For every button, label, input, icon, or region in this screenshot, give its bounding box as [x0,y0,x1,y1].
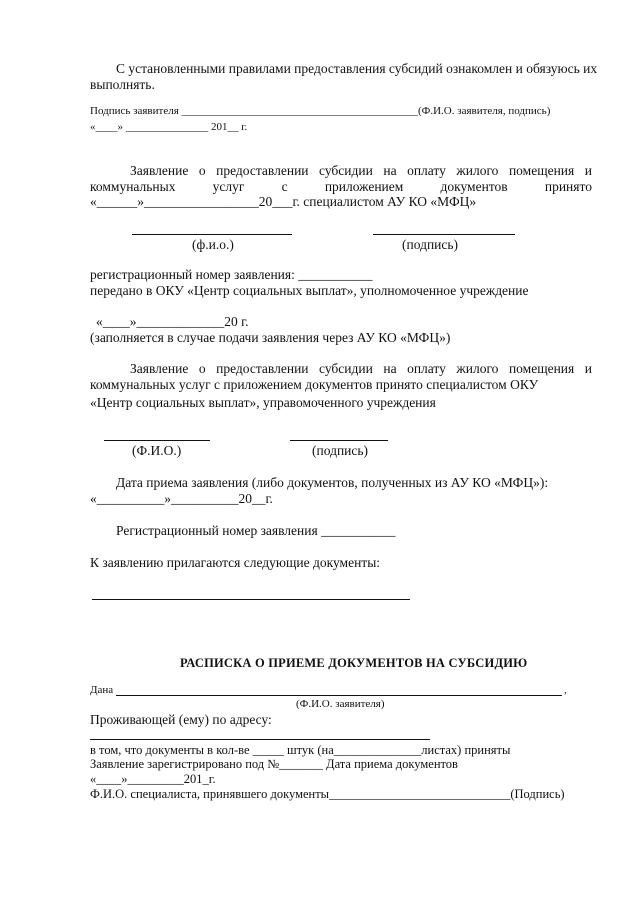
receipt-title: РАСПИСКА О ПРИЕМЕ ДОКУМЕНТОВ НА СУБСИДИЮ [180,656,528,670]
word: приложением [324,179,404,194]
word: Заявление [130,163,189,178]
text-acknowledge-line2: выполнять. [90,77,155,92]
word: жилого [456,163,499,178]
word: предоставлении [216,361,309,376]
text-acknowledge-line1: С установленными правилами предоставления субсидий ознакомлен и обязуюсь их [116,61,598,76]
word: субсидии [319,163,373,178]
transfer-date-note: (заполняется в случае подачи заявления через АУ КО «МФЦ») [90,330,451,345]
receipt-registered-line: Заявление зарегистрировано под №_______ Дата приема документов [90,757,458,771]
receipt-specialist-line: Ф.И.О. специалиста, принявшего документы_____________________________(Подпись) [90,787,565,801]
word: жилого [456,361,499,376]
word: услуг [212,179,245,194]
receipt-dana-label: Дана [90,684,114,696]
receipt-date-line: «____»_________201_г. [90,772,216,786]
mfc-fio-caption: (ф.и.о.) [192,237,234,252]
mfc-acceptance-line2 [90,180,592,194]
word: оплату [407,163,446,178]
word: документов [440,179,508,194]
applicant-date-line: «____» _______________ 201__ г. [90,121,248,133]
oku-acceptance-line3: «Центр социальных выплат», управомоченного учреждения [90,395,436,410]
word: принято [544,179,592,194]
oku-fio-caption: (Ф.И.О.) [132,443,182,458]
word: помещения [508,163,575,178]
applicant-signature-line: Подпись заявителя ___________________________________________(Ф.И.О. заявителя, подпись) [90,105,551,117]
registration-number-line-2: Регистрационный номер заявления ___________ [116,523,396,538]
oku-acceptance-line2: коммунальных услуг с приложением документов принято специалистом ОКУ [90,377,539,392]
word: помещения [508,361,575,376]
mfc-fio-underline [132,234,292,235]
oku-acceptance-line1 [130,362,592,376]
mfc-acceptance-line3: «______»_________________20___г. специалистом АУ КО «МФЦ» [90,194,477,209]
word: и [584,163,592,178]
word: Заявление [130,361,189,376]
word: коммунальных [90,179,176,194]
word: субсидии [319,361,373,376]
receipt-fio-hint: (Ф.И.О. заявителя) [296,698,385,710]
attached-documents-line: К заявлению прилагаются следующие документы: [90,555,381,570]
receipt-dana-underline [116,695,562,696]
transfer-date-line: «____»_____________20 г. [96,314,249,329]
word: оплату [407,361,446,376]
mfc-sign-underline [373,234,515,235]
word: о [198,163,206,178]
oku-fio-underline [104,440,210,441]
receipt-dana-comma: , [564,684,567,696]
receipt-date-line2: «__________»__________20__г. [90,491,273,506]
oku-sign-underline [290,440,388,441]
word: на [383,361,397,376]
transfer-line: передано в ОКУ «Центр социальных выплат», уполномоченное учреждение [90,283,529,298]
word: с [281,179,288,194]
word: на [383,163,397,178]
mfc-acceptance-line1 [130,164,592,178]
mfc-sign-caption: (подпись) [402,237,459,252]
word: и [584,361,592,376]
attached-documents-underline [92,599,410,600]
receipt-date-line1: Дата приема заявления (либо документов, полученных из АУ КО «МФЦ»): [116,475,549,490]
registration-number-line: регистрационный номер заявления: ___________ [90,267,373,282]
oku-sign-caption: (подпись) [312,443,369,458]
word: предоставлении [216,163,309,178]
word: о [198,361,206,376]
receipt-docs-line: в том, что документы в кол-ве _____ штук (на______________листах) приняты [90,743,511,757]
receipt-address-underline [90,739,430,740]
receipt-address-label: Проживающей (ему) по адресу: [90,712,272,727]
